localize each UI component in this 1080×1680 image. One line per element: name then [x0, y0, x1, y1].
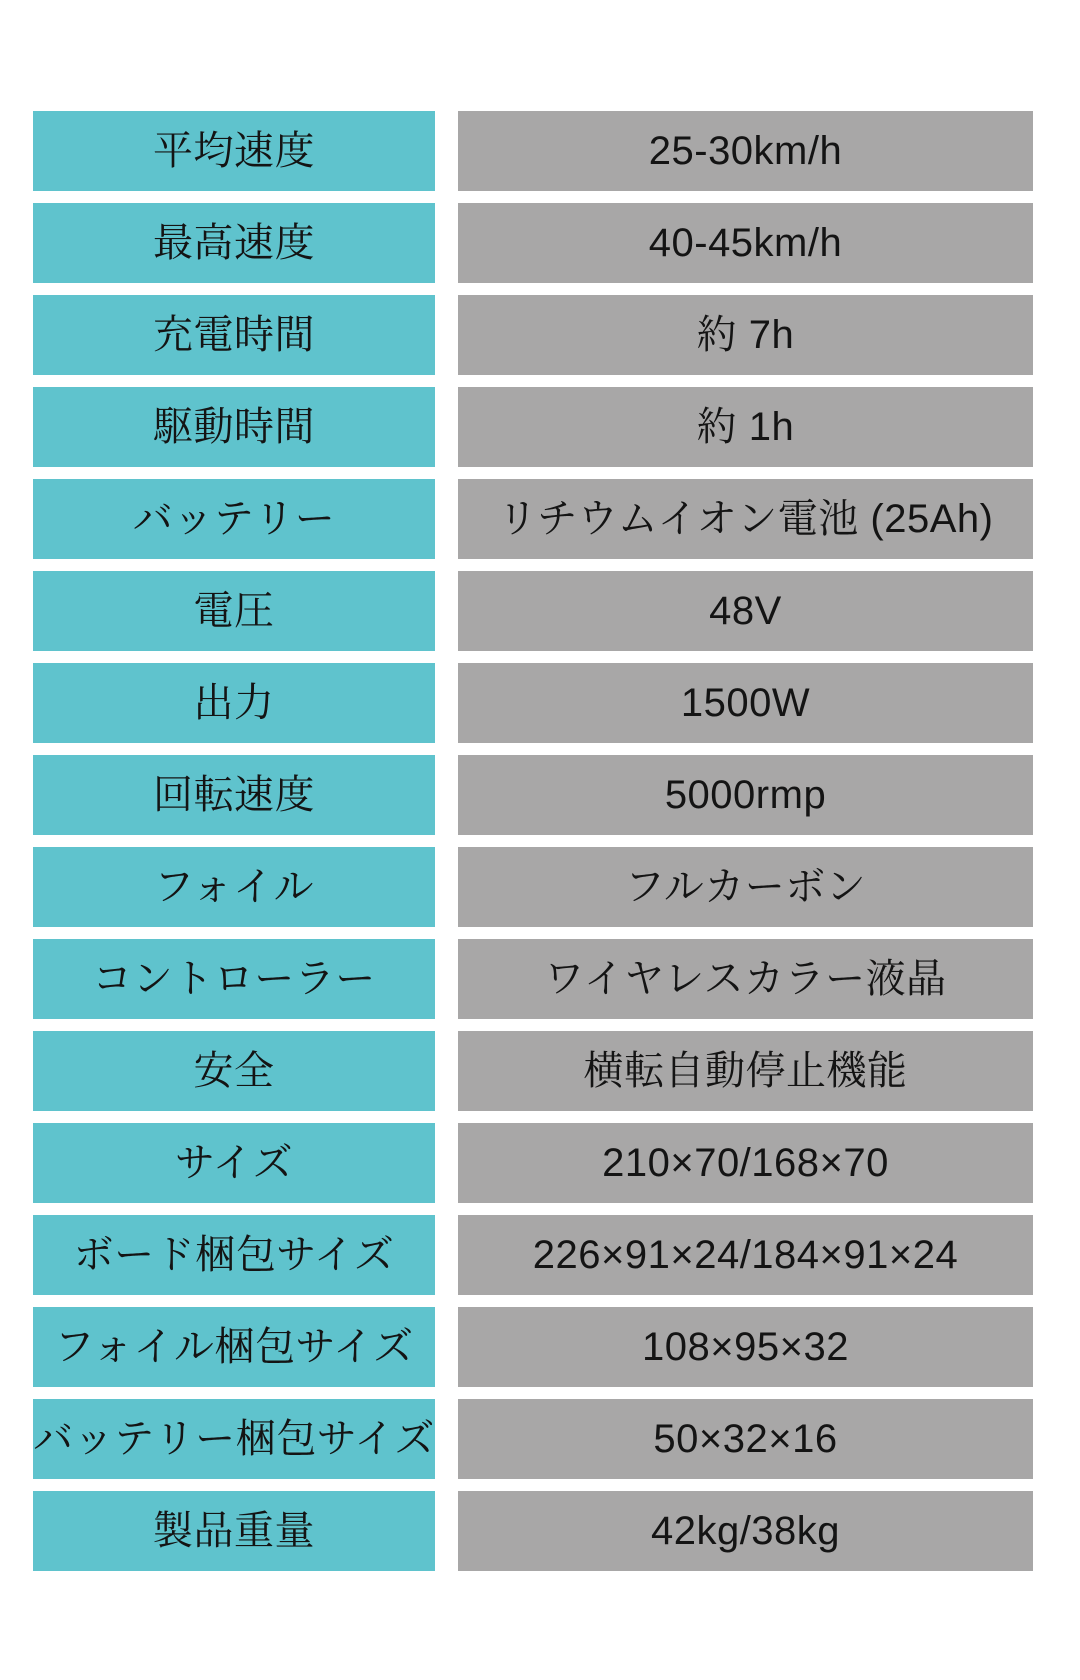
spec-row-rotation-speed	[33, 755, 1033, 835]
spec-label: フォイル梱包サイズ	[33, 1307, 435, 1387]
spec-row-average-speed	[33, 111, 1033, 191]
spec-row-voltage	[33, 571, 1033, 651]
spec-value: 210×70/168×70	[458, 1123, 1033, 1203]
spec-row-product-weight	[33, 1491, 1033, 1571]
spec-row-size	[33, 1123, 1033, 1203]
spec-label: バッテリー梱包サイズ	[33, 1399, 435, 1479]
spec-table	[33, 111, 1033, 1571]
spec-row-charge-time	[33, 295, 1033, 375]
spec-label: サイズ	[33, 1123, 435, 1203]
spec-row-output-power	[33, 663, 1033, 743]
spec-row-run-time	[33, 387, 1033, 467]
spec-value: リチウムイオン電池 (25Ah)	[458, 479, 1033, 559]
spec-label: 充電時間	[33, 295, 435, 375]
spec-row-max-speed	[33, 203, 1033, 283]
spec-row-battery-package-size	[33, 1399, 1033, 1479]
spec-row-battery	[33, 479, 1033, 559]
spec-row-foil-package-size	[33, 1307, 1033, 1387]
spec-label: 電圧	[33, 571, 435, 651]
spec-row-safety	[33, 1031, 1033, 1111]
spec-value: 5000rmp	[458, 755, 1033, 835]
spec-row-board-package-size	[33, 1215, 1033, 1295]
spec-label: 製品重量	[33, 1491, 435, 1571]
spec-label: 駆動時間	[33, 387, 435, 467]
spec-label: 最高速度	[33, 203, 435, 283]
spec-value: 50×32×16	[458, 1399, 1033, 1479]
spec-label: ボード梱包サイズ	[33, 1215, 435, 1295]
spec-value: 25-30km/h	[458, 111, 1033, 191]
spec-label: 平均速度	[33, 111, 435, 191]
spec-value: ワイヤレスカラー液晶	[458, 939, 1033, 1019]
spec-label: 安全	[33, 1031, 435, 1111]
spec-value: 40-45km/h	[458, 203, 1033, 283]
spec-value: 226×91×24/184×91×24	[458, 1215, 1033, 1295]
spec-label: 出力	[33, 663, 435, 743]
spec-row-foil	[33, 847, 1033, 927]
spec-label: コントローラー	[33, 939, 435, 1019]
spec-value: フルカーボン	[458, 847, 1033, 927]
spec-value: 1500W	[458, 663, 1033, 743]
spec-value: 42kg/38kg	[458, 1491, 1033, 1571]
spec-row-controller	[33, 939, 1033, 1019]
spec-label: フォイル	[33, 847, 435, 927]
spec-value: 約 1h	[458, 387, 1033, 467]
spec-value: 横転自動停止機能	[458, 1031, 1033, 1111]
spec-label: バッテリー	[33, 479, 435, 559]
spec-value: 108×95×32	[458, 1307, 1033, 1387]
spec-value: 約 7h	[458, 295, 1033, 375]
spec-value: 48V	[458, 571, 1033, 651]
spec-label: 回転速度	[33, 755, 435, 835]
